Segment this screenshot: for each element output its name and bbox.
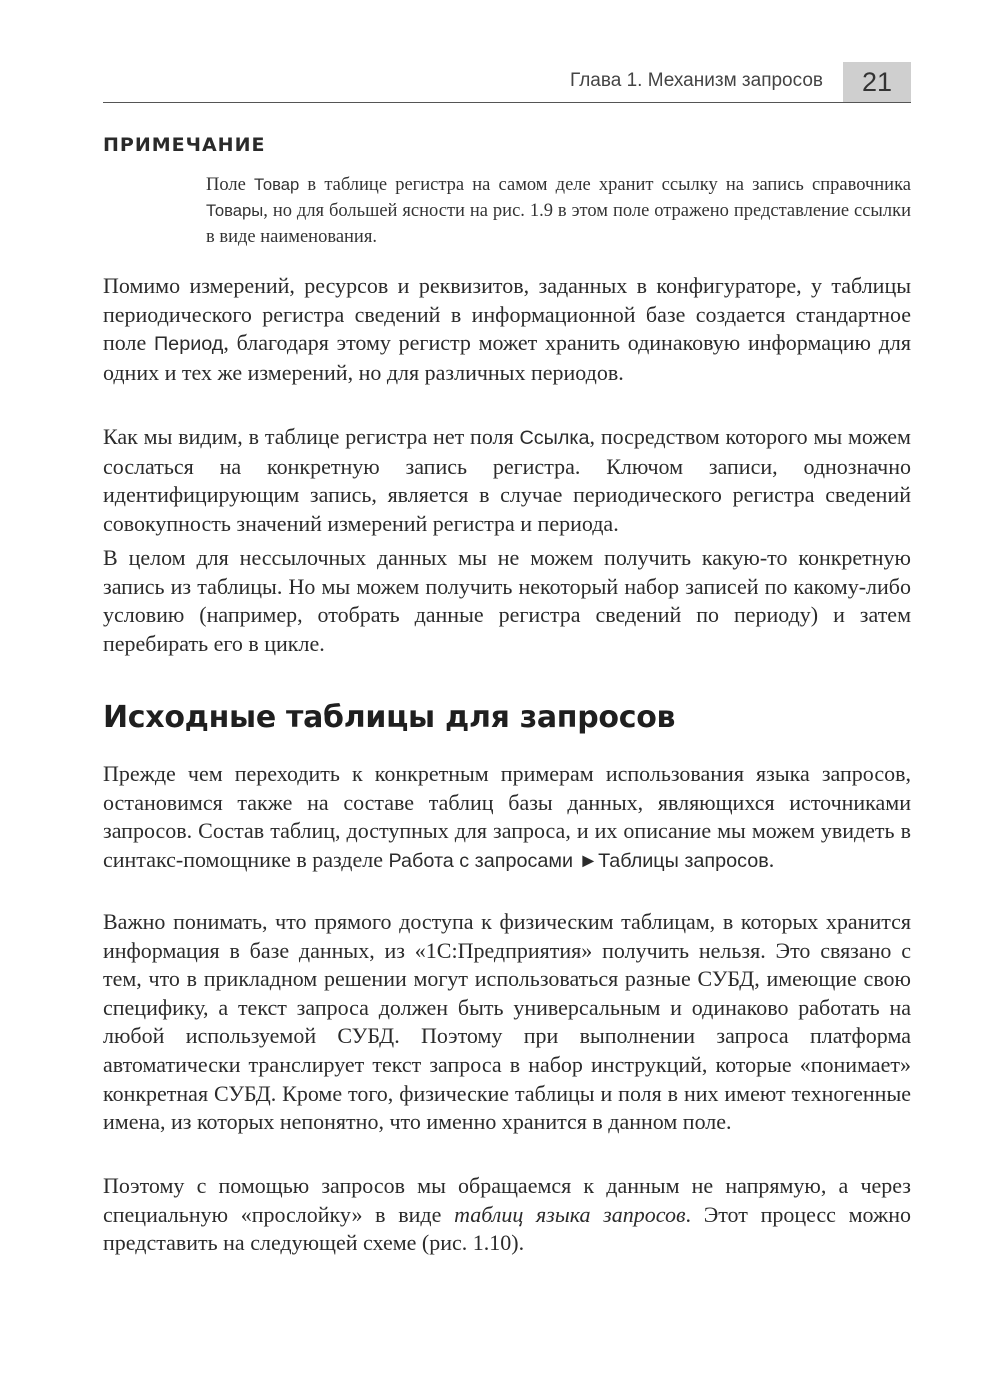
- paragraph: [103, 423, 911, 538]
- paragraph-text: Как мы видим, в таблице регистра нет поля: [103, 424, 520, 449]
- paragraph-text: , благодаря этому регистр может хранить одинаковую информацию для одних и тех же измерений, но для различных периодов.: [103, 330, 911, 385]
- paragraph-text: Прежде чем переходить к конкретным примерам использования языка запросов, остановимся также на составе таблиц базы данных, являющихся источниками запросов. Состав таблиц, доступных для запроса, и их описание мы можем увидеть в синтакс-помощнике в разделе: [103, 761, 911, 872]
- paragraph: [103, 908, 911, 1137]
- header-rule: [103, 102, 911, 103]
- note-code-term: Товар: [253, 175, 300, 194]
- page-number: 21: [861, 67, 893, 97]
- paragraph: [103, 1172, 911, 1258]
- note-body: [206, 172, 911, 250]
- section-heading: Исходные таблицы для запросов: [103, 700, 676, 735]
- chapter-title: Глава 1. Механизм запросов: [569, 70, 823, 91]
- paragraph-text: . Этот процесс можно представить на следующей схеме (рис. 1.10).: [103, 1201, 911, 1256]
- paragraph-text: , посредством которого мы можем сослаться на конкретную запись регистра. Ключом записи, однозначно идентифицирующим запись, является в случае периодического регистра сведений совокупность значений измерений регистра и периода.: [103, 424, 911, 536]
- paragraph-text: Помимо измерений, ресурсов и реквизитов, заданных в конфигураторе, у таблицы периодического регистра сведений в информационной базе создается стандартное поле: [103, 273, 911, 356]
- running-header: [103, 62, 911, 104]
- paragraph: [103, 544, 911, 658]
- note-text: в таблице регистра на самом деле хранит ссылку на запись справочника: [299, 175, 911, 195]
- paragraph: [103, 760, 911, 875]
- note-text: Поле: [206, 175, 254, 195]
- code-term: Период: [153, 333, 224, 356]
- paragraph-text: Поэтому с помощью запросов мы обращаемся к данным не напрямую, а через специальную «прослойку» в виде: [103, 1173, 911, 1227]
- note-text: , но для большей ясности на рис. 1.9 в этом поле отражено представление ссылки в виде наименования.: [206, 201, 911, 247]
- code-term: Ссылка: [519, 427, 590, 449]
- note-title: ПРИМЕЧАНИЕ: [103, 134, 266, 156]
- menu-path: Работа с запросами ►Таблицы запросов: [388, 849, 769, 872]
- emphasis-term: таблиц языка запросов: [454, 1201, 686, 1227]
- paragraph-text: .: [768, 846, 775, 872]
- paragraph: [103, 272, 911, 387]
- page-number-box: [843, 62, 911, 102]
- paragraph-text: Важно понимать, что прямого доступа к физическим таблицам, в которых хранится информация в базе данных, из «1С:Предприятия» получить нельзя. Это связано с тем, что в прикладном решении могут использоваться разные СУБД, имеющие свою специфику, а текст запроса должен быть универсальным и одинаково работать на любой используемой СУБД. Поэтому при выполнении запроса платформа автоматически транслирует текст запроса в набор инструкций, которые «понимает» конкретная СУБД. Кроме того, физические таблицы и поля в них имеют техногенные имена, из которых непонятно, что именно хранится в данном поле.: [103, 909, 911, 1135]
- note-code-term: Товары: [206, 201, 264, 220]
- paragraph-text: В целом для нессылочных данных мы не можем получить какую-то конкретную запись из таблицы. Но мы можем получить некоторый набор записей по какому-либо условию (например, отобрать данные регистра сведений по периоду) и затем перебирать его в цикле.: [103, 545, 911, 656]
